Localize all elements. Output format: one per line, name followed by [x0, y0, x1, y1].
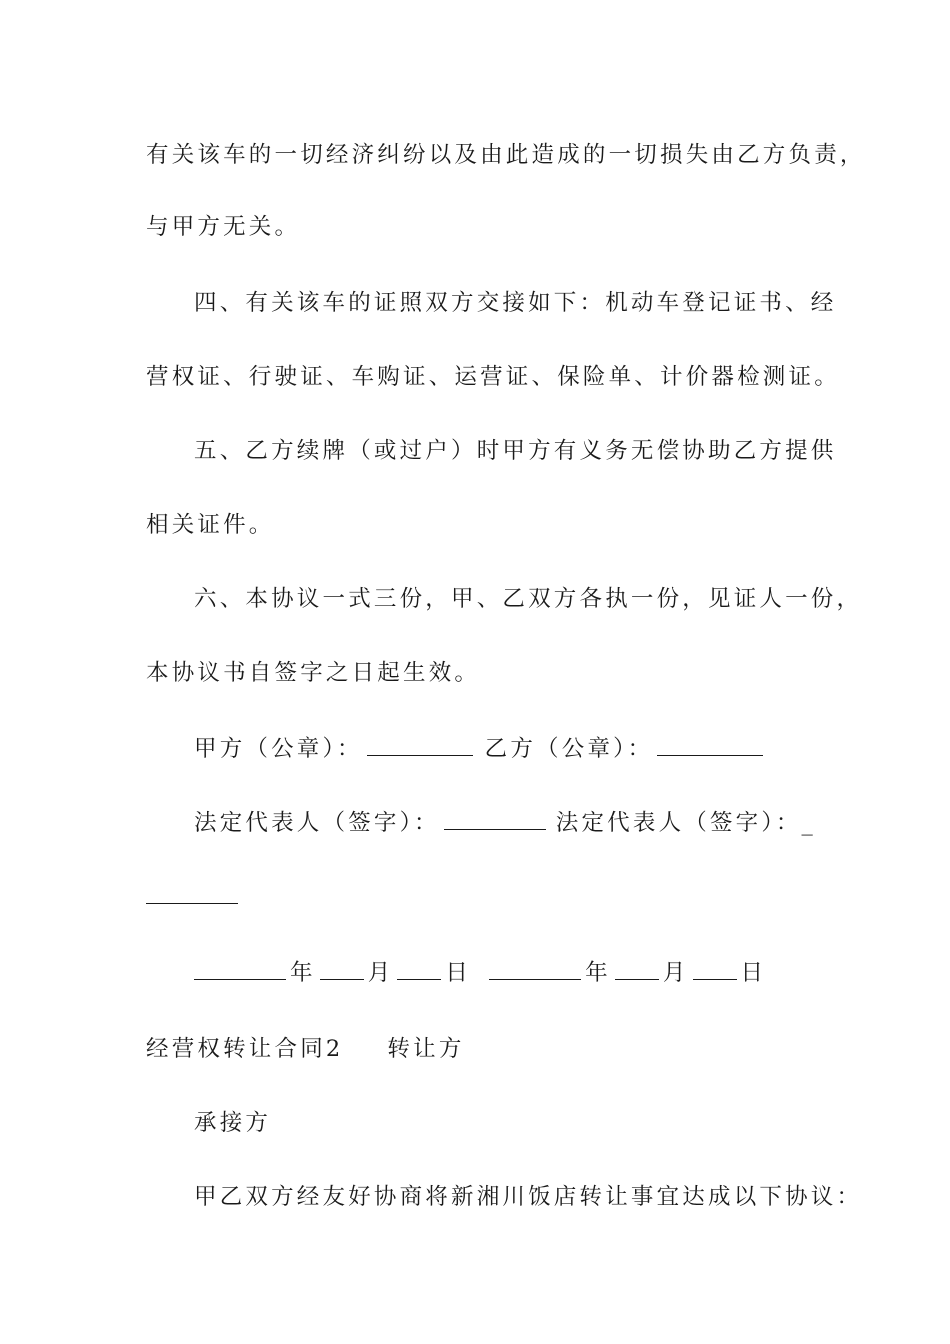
party-a-seal-label: 甲方（公章）：	[194, 736, 363, 762]
rep-b-continuation	[146, 882, 242, 912]
contract2-title: 经营权转让合同2	[146, 1036, 344, 1062]
party-b-seal-label: 乙方（公章）：	[484, 736, 654, 762]
party-a-seal-blank	[367, 737, 473, 756]
seal-line	[194, 734, 767, 764]
paragraph-line: 营权证、行驶证、车购证、运营证、保险单、计价器检测证。	[146, 364, 840, 390]
month-blank-a	[320, 961, 364, 980]
day-blank-a	[397, 961, 441, 980]
paragraph-line: 本协议书自签字之日起生效。	[146, 660, 481, 686]
paragraph-line: 有关该车的一切经济纠纷以及由此造成的一切损失由乙方负责，	[146, 142, 866, 168]
rep-a-blank	[444, 811, 546, 830]
day-blank-b	[693, 961, 737, 980]
day-label-b: 日	[740, 960, 767, 986]
paragraph-line: 四、有关该车的证照双方交接如下：机动车登记证书、经	[194, 290, 837, 316]
paragraph-line: 六、本协议一式三份，甲、乙双方各执一份，见证人一份，	[194, 586, 863, 612]
year-blank-b	[489, 961, 581, 980]
rep-b-blank	[146, 885, 238, 904]
paragraph-line: 相关证件。	[146, 512, 275, 538]
date-line	[194, 958, 766, 988]
transferor-label: 转让方	[387, 1036, 465, 1062]
year-label-a: 年	[290, 960, 316, 986]
year-label-b: 年	[585, 960, 611, 986]
rep-b-tail: _	[801, 810, 816, 836]
transferee-label: 承接方	[194, 1110, 272, 1136]
month-label-b: 月	[662, 960, 689, 986]
rep-b-label: 法定代表人（签字）：	[555, 810, 802, 836]
representative-line	[194, 808, 816, 838]
rep-a-label: 法定代表人（签字）：	[194, 810, 440, 836]
paragraph-line: 与甲方无关。	[146, 214, 301, 240]
year-blank-a	[194, 961, 286, 980]
month-label-a: 月	[367, 960, 394, 986]
day-label-a: 日	[445, 960, 472, 986]
month-blank-b	[615, 961, 659, 980]
paragraph-line: 五、乙方续牌（或过户）时甲方有义务无偿协助乙方提供	[194, 438, 837, 464]
contract2-heading-line	[146, 1034, 465, 1064]
contract2-intro: 甲乙双方经友好协商将新湘川饭店转让事宜达成以下协议：	[194, 1184, 863, 1210]
party-b-seal-blank	[657, 737, 763, 756]
